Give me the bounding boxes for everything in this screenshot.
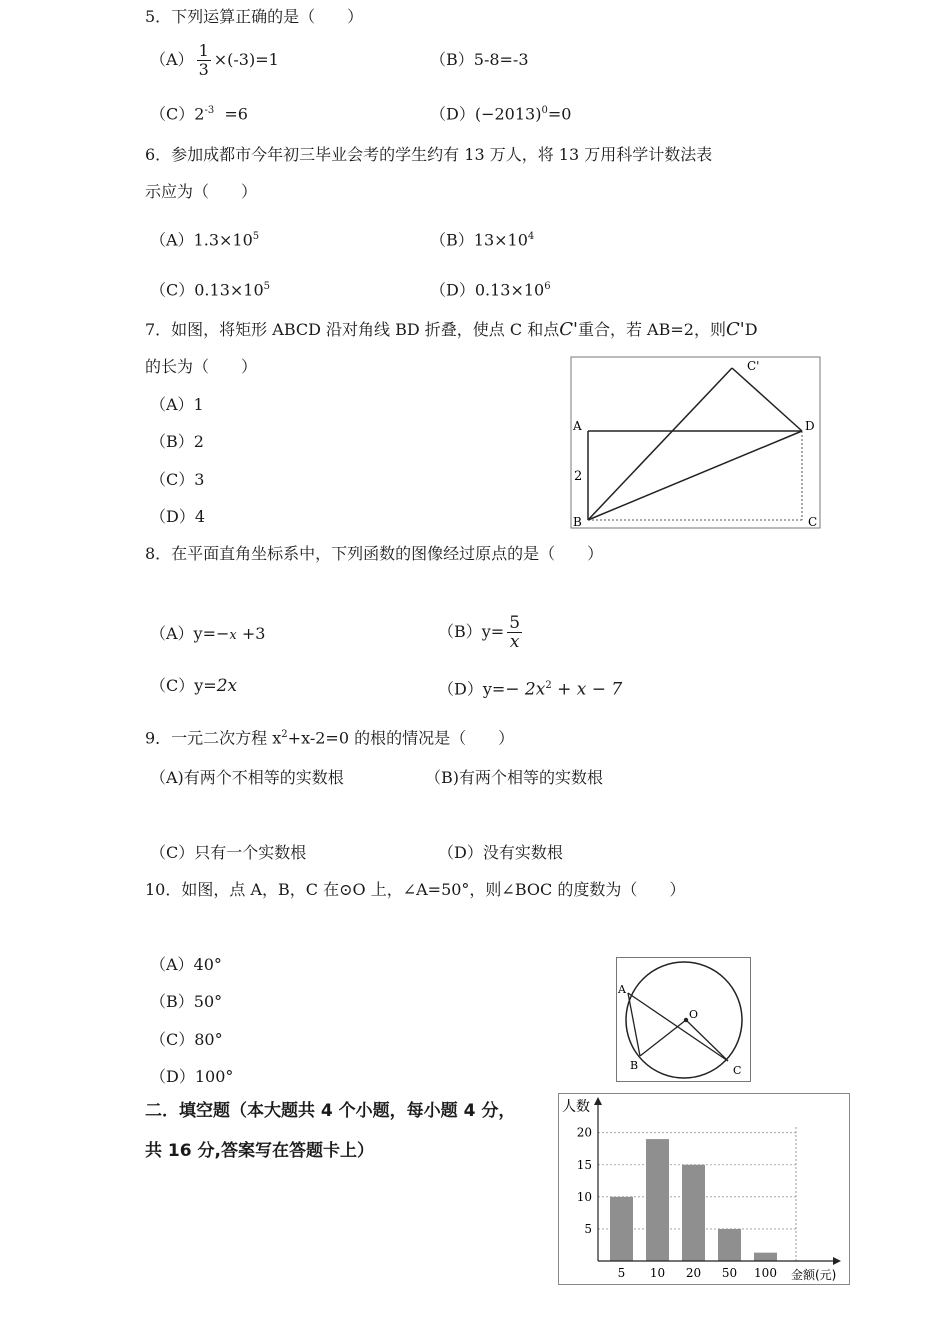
q7-side-bcprime [588, 368, 732, 520]
q7-figure-frame [571, 357, 820, 528]
q8-stem: 8．在平面直角坐标系中，下列函数的图像经过原点的是（ ） [145, 544, 604, 563]
chart-y-axis-arrow [594, 1097, 602, 1105]
q8-option-c [150, 676, 237, 696]
section2-heading-line2: 共 16 分,答案写在答题卡上） [145, 1141, 374, 1161]
q5-a-fraction [197, 42, 211, 79]
q8-a-rest: +3 [236, 624, 266, 643]
q5-d-rest: =0 [547, 104, 572, 124]
q6-option-b [430, 227, 534, 250]
q6-b-exp: 4 [527, 231, 535, 242]
q6-c-text: （C）0.13×10 [150, 280, 264, 300]
q7-stem-cprime-2: C' [725, 319, 745, 340]
chart-x-tick-labels [618, 1266, 777, 1280]
q5-option-c [150, 101, 248, 124]
q8-b-den: x [509, 632, 520, 652]
q10-label-o: O [689, 1008, 699, 1021]
chart-x-tick-label: 20 [685, 1266, 702, 1280]
q5-a-label: （A） [150, 50, 194, 69]
q9-stem-exp: 2 [281, 729, 288, 740]
q8-option-a [150, 624, 265, 646]
chart-x-tick-label: 50 [721, 1266, 738, 1280]
q6-option-c [150, 277, 270, 300]
q9-option-b: （B)有两个相等的实数根 [425, 768, 604, 787]
q8-b-text: （B）y= [438, 622, 505, 641]
q7-label-a: A [573, 419, 582, 433]
q7-option-a: （A）1 [150, 395, 204, 414]
q10-radius-oc [686, 1020, 728, 1061]
q5-c-rest: =6 [224, 104, 248, 124]
chart-y-tick-label: 20 [576, 1125, 592, 1140]
q10-chord-ab [628, 993, 640, 1056]
chart-x-tick-label: 100 [754, 1266, 777, 1280]
q10-stem: 10．如图，点 A，B，C 在⊙O 上，∠A=50°，则∠BOC 的度数为（ ） [145, 880, 686, 899]
q8-option-d [438, 676, 622, 699]
q10-option-a: （A）40° [150, 955, 222, 974]
q10-label-a: A [618, 983, 626, 996]
q8-option-b [438, 614, 525, 651]
chart-bar-100 [754, 1253, 777, 1261]
q8-c-text: （C）y= [150, 676, 217, 695]
chart-x-tick-label: 5 [617, 1266, 626, 1280]
q7-side-cprimed [732, 368, 802, 431]
q7-label-side: 2 [574, 469, 583, 484]
q9-stem [145, 725, 514, 748]
q9-option-d: （D）没有实数根 [438, 843, 563, 862]
q8-d-exp: 2 [545, 680, 552, 691]
q10-option-d: （D）100° [150, 1067, 234, 1086]
q8-a-text: （A）y=− [150, 624, 230, 643]
q8-b-fraction [507, 614, 522, 651]
q5-c-exp: -3 [204, 105, 215, 116]
q7-rectangle-figure [570, 356, 822, 530]
q5-a-num: 1 [198, 41, 209, 60]
q5-stem: 5．下列运算正确的是（ ） [145, 7, 364, 26]
chart-y-label: 人数 [562, 1099, 590, 1115]
chart-bar-20 [682, 1165, 705, 1261]
q5-a-den: 3 [198, 60, 209, 79]
q10-center-point [684, 1018, 688, 1022]
q5-d-base: (−2013) [474, 104, 542, 124]
q5-option-b: （B）5-8=-3 [430, 50, 529, 69]
q7-option-d: （D）4 [150, 507, 206, 526]
chart-y-tick-label: 15 [576, 1157, 592, 1172]
q6-stem-line2: 示应为（ ） [145, 182, 258, 201]
q6-b-text: （B）13×10 [430, 230, 528, 250]
q5-option-a [150, 42, 279, 79]
q7-stem-line2: 的长为（ ） [145, 357, 258, 376]
q5-d-exp: 0 [541, 105, 548, 116]
q7-diagonal-bd [588, 431, 802, 520]
chart-x-label: 金额(元) [791, 1268, 837, 1282]
chart-x-tick-label: 10 [649, 1266, 666, 1280]
q10-circle-figure [616, 957, 751, 1082]
chart-y-tick-labels [577, 1126, 592, 1236]
q8-d-expr1: − 2x [505, 679, 546, 700]
q7-label-d: D [805, 419, 815, 433]
q5-option-d [430, 101, 571, 124]
q10-label-c: C [733, 1064, 742, 1077]
q8-b-num: 5 [509, 613, 521, 633]
chart-bars [610, 1139, 777, 1261]
q6-d-exp: 6 [544, 281, 551, 292]
q9-stem-part-b: +x-2=0 的根的情况是（ ） [287, 728, 515, 748]
q7-label-cprime: C' [747, 359, 760, 373]
q7-stem-line1 [145, 320, 758, 340]
q10-radius-ob [640, 1020, 686, 1056]
q6-option-a [150, 227, 259, 250]
q9-option-a: （A)有两个不相等的实数根 [150, 768, 344, 787]
q8-c-expr: 2x [216, 676, 238, 696]
q5-d-label: （D） [430, 104, 475, 124]
q6-a-exp: 5 [252, 231, 260, 242]
q5-c-label: （C） [150, 104, 195, 124]
chart-y-tick-label: 10 [576, 1189, 592, 1204]
chart-bar-10 [646, 1139, 669, 1261]
q7-option-b: （B）2 [150, 432, 204, 451]
chart-y-tick-label: 5 [584, 1221, 592, 1236]
q6-d-text: （D）0.13×10 [430, 280, 545, 300]
q8-a-x: x [229, 628, 237, 643]
q5-a-rest: ×(-3)=1 [213, 50, 279, 69]
q7-stem-part-a: 7．如图，将矩形 ABCD 沿对角线 BD 折叠，使点 C 和点 [145, 320, 560, 339]
chart-x-axis-arrow [833, 1257, 841, 1265]
chart-bar-5 [610, 1197, 633, 1261]
q7-stem-part-b: 重合，若 AB=2，则 [577, 320, 726, 339]
q8-d-text: （D）y= [438, 679, 506, 699]
q6-c-exp: 5 [263, 281, 271, 292]
q7-stem-part-d: D [744, 320, 758, 339]
q10-option-b: （B）50° [150, 992, 223, 1011]
bar-chart [558, 1093, 850, 1285]
chart-bar-50 [718, 1229, 741, 1261]
q6-stem-line1: 6．参加成都市今年初三毕业会考的学生约有 13 万人，将 13 万用科学计数法表 [145, 145, 713, 164]
q9-option-c: （C）只有一个实数根 [150, 843, 307, 862]
section2-heading-line1: 二．填空题（本大题共 4 个小题，每小题 4 分， [145, 1101, 516, 1121]
q6-option-d [430, 277, 551, 300]
q7-label-c: C [808, 515, 818, 529]
q8-d-expr2: + x − 7 [551, 679, 623, 700]
q7-stem-cprime: C' [559, 319, 578, 340]
q5-c-base: 2 [194, 104, 205, 124]
q10-option-c: （C）80° [150, 1030, 223, 1049]
q6-a-text: （A）1.3×10 [150, 230, 253, 250]
q10-label-b: B [630, 1059, 639, 1072]
q9-stem-part-a: 9．一元二次方程 x [145, 728, 282, 748]
q7-option-c: （C）3 [150, 470, 205, 489]
q7-label-b: B [573, 515, 582, 529]
